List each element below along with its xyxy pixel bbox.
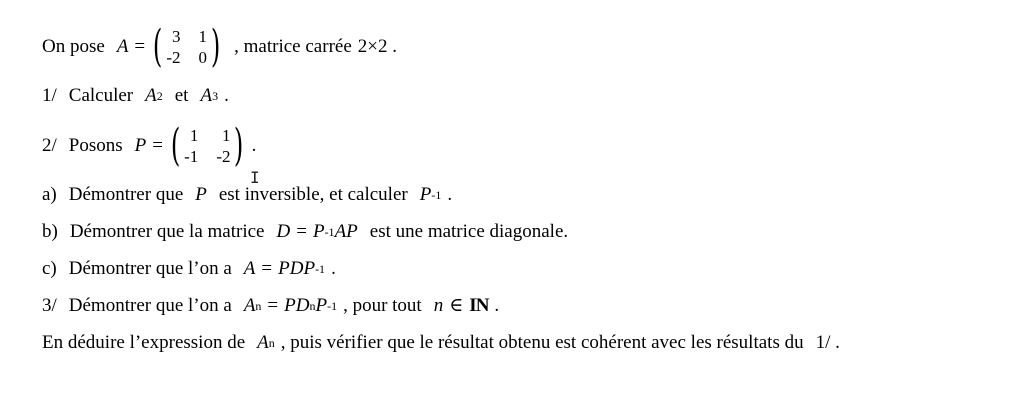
period: . [494, 295, 500, 316]
element-of-symbol: ∈ [449, 295, 464, 316]
question-text: Démontrer que la matrice [69, 221, 265, 242]
matrix-p-cell: -2 [216, 147, 231, 166]
matrix-p-cell: 1 [221, 126, 231, 145]
matrix-p [167, 120, 248, 171]
matrix-a [149, 21, 224, 72]
conjunction-et: et [174, 85, 189, 106]
product-ap: AP [334, 221, 358, 242]
matrix-name-a: A [200, 85, 213, 106]
question-1: 1/ Calculer A 2 et A 3 . [42, 85, 229, 106]
question-label: a) [42, 184, 57, 205]
matrix-dimension: 2×2 . [357, 36, 397, 57]
question-reference: 1/ . [815, 332, 840, 353]
question-text: Démontrer que [68, 184, 184, 205]
matrix-a-cell: -2 [166, 48, 181, 67]
product-pdp: PDP [278, 258, 316, 279]
question-2b: b) Démontrer que la matrice D = P -1 AP est une matrice diagonale. [42, 221, 569, 242]
question-3: 3/ Démontrer que l’on a A n = PD n P -1 , pour tout n ∈ IN . [42, 295, 500, 316]
matrix-name-a: A [145, 85, 157, 106]
matrix-a-cell: 0 [198, 48, 207, 67]
question-number: 2/ [42, 135, 57, 156]
text-on-pose: On pose [42, 36, 105, 57]
variable-n: n [433, 295, 444, 316]
matrix-name-p: P [419, 184, 432, 205]
matrix-name-p: P [195, 184, 207, 205]
statement-line-definition [42, 21, 397, 72]
matrix-a-cell: 3 [171, 27, 181, 46]
question-number: 1/ [42, 85, 57, 106]
natural-numbers-symbol: IN [469, 295, 489, 316]
question-2c: c) Démontrer que l’on a A = PDP -1 . [42, 258, 336, 279]
right-paren-icon: ) [234, 120, 244, 171]
question-text: , puis vérifier que le résultat obtenu est cohérent avec les résultats du [280, 332, 804, 353]
left-paren-icon: ( [153, 21, 163, 72]
question-text: Démontrer que l’on a [68, 295, 232, 316]
equals-sign: = [134, 36, 146, 57]
period: . [447, 184, 453, 205]
equals-sign: = [267, 295, 279, 316]
question-text: est une matrice diagonale. [369, 221, 569, 242]
product-pd: PD [284, 295, 310, 316]
equals-sign: = [296, 221, 307, 242]
question-label: b) [42, 221, 58, 242]
matrix-name-p: P [315, 295, 328, 316]
right-paren-icon: ) [210, 21, 221, 72]
matrix-name-a: A [243, 258, 256, 279]
question-text: Calculer [68, 85, 134, 106]
question-label: c) [42, 258, 57, 279]
matrix-name-a: A [116, 36, 129, 57]
equals-sign: = [261, 258, 273, 279]
left-paren-icon: ( [170, 120, 181, 171]
matrix-name-d: D [276, 221, 291, 242]
period: . [331, 258, 336, 279]
matrix-name-a: A [257, 332, 269, 353]
matrix-a-cell: 1 [198, 27, 207, 46]
question-text: , pour tout [343, 295, 422, 316]
question-2 [42, 120, 257, 171]
question-text: Démontrer que l’on a [68, 258, 232, 279]
question-text: En déduire l’expression de [42, 332, 246, 353]
question-number: 3/ [42, 295, 57, 316]
period: . [224, 85, 229, 106]
question-2a: a) Démontrer que P est inversible, et calculer P -1 . [42, 184, 453, 205]
matrix-p-cell: 1 [189, 126, 199, 145]
question-text: Posons [68, 135, 123, 156]
matrix-name-a: A [243, 295, 256, 316]
matrix-name-p: P [312, 221, 325, 242]
equals-sign: = [152, 135, 163, 156]
period: . [251, 135, 257, 156]
question-text: est inversible, et calculer [218, 184, 408, 205]
text-cursor-icon: I [250, 168, 260, 187]
text-matrice-carree: , matrice carrée [234, 36, 352, 57]
matrix-name-p: P [134, 135, 147, 156]
matrix-p-cell: -1 [184, 147, 199, 166]
question-3-deduction: En déduire l’expression de A n , puis vérifier que le résultat obtenu est cohérent avec les résultats du 1/ . [42, 332, 840, 353]
